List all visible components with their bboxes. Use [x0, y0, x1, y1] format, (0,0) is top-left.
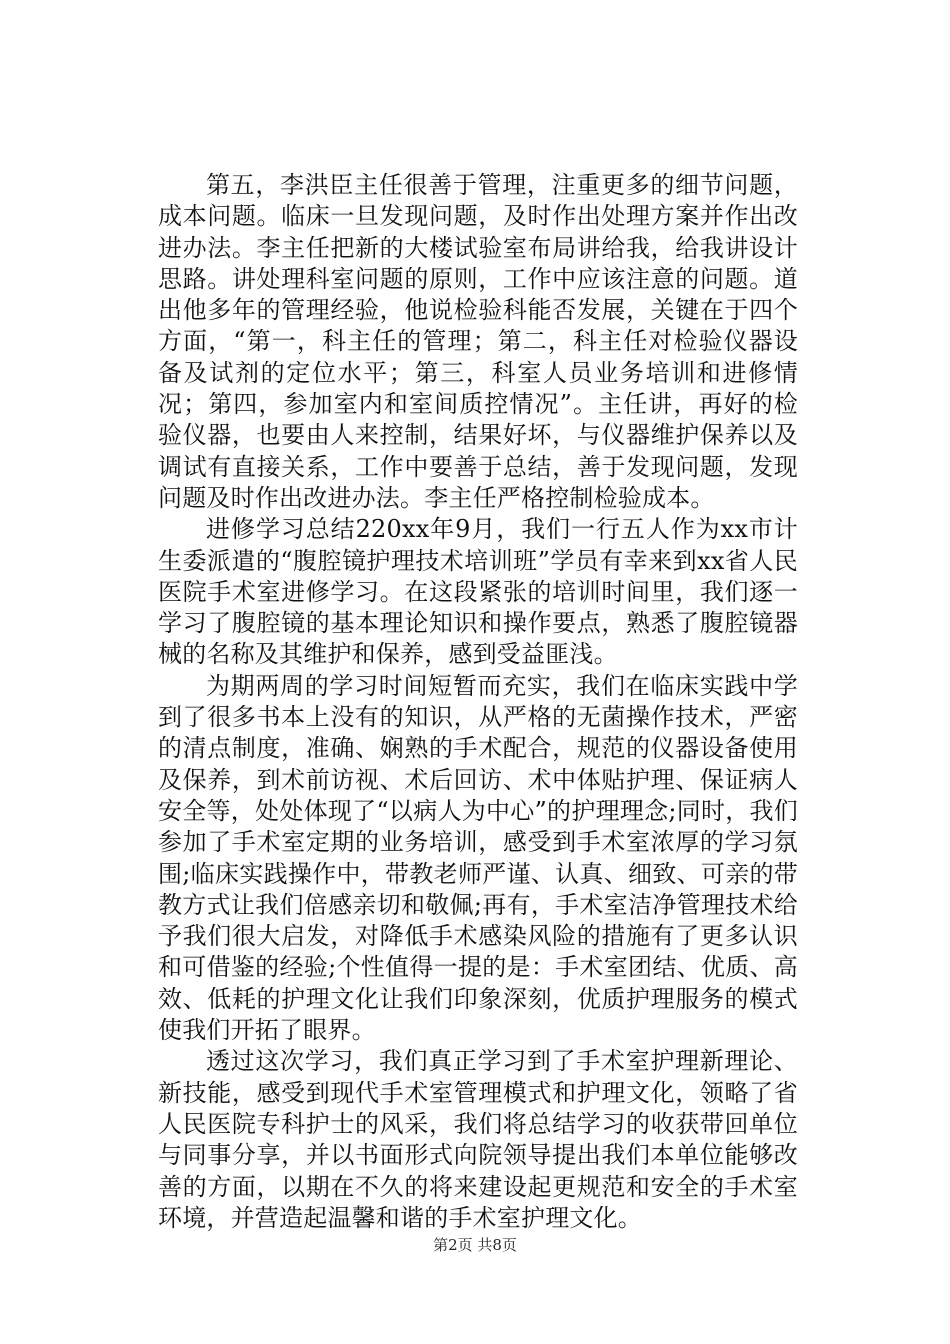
paragraph-conclusion: 透过这次学习，我们真正学习到了手术室护理新理论、新技能，感受到现代手术室管理模式和护理文化，领略了省人民医院专科护士的风采，我们将总结学习的收获带回单位与同事分享，并以书面形式向院领导提出我们本单位能够改善的方面，以期在不久的将来建设起更规范和安全的手术室环境，并营造起温馨和谐的手术室护理文化。 — [158, 1047, 798, 1232]
document-body — [158, 170, 798, 1234]
paragraph-management: 第五，李洪臣主任很善于管理，注重更多的细节问题，成本问题。临床一旦发现问题，及时作出处理方案并作出改进办法。李主任把新的大楼试验室布局讲给我，给我讲设计思路。讲处理科室问题的原则，工作中应该注意的问题。道出他多年的管理经验，他说检验科能否发展，关键在于四个方面，“第一，科主任的管理；第二，科主任对检验仪器设备及试剂的定位水平；第三，科室人员业务培训和进修情况；第四，参加室内和室间质控情况”。主任讲，再好的检验仪器，也要由人来控制，结果好坏，与仪器维护保养以及调试有直接关系，工作中要善于总结，善于发现问题，发现问题及时作出改进办法。李主任严格控制检验成本。 — [158, 171, 798, 512]
paragraph-training-intro: 进修学习总结220xx年9月，我们一行五人作为xx市计生委派遣的“腹腔镜护理技术培训班”学员有幸来到xx省人民医院手术室进修学习。在这段紧张的培训时间里，我们逐一学习了腹腔镜的基本理论知识和操作要点，熟悉了腹腔镜器械的名称及其维护和保养，感到受益匪浅。 — [158, 515, 798, 669]
paragraph-practice: 为期两周的学习时间短暂而充实，我们在临床实践中学到了很多书本上没有的知识，从严格的无菌操作技术，严密的清点制度，准确、娴熟的手术配合，规范的仪器设备使用及保养，到术前访视、术后回访、术中体贴护理、保证病人安全等，处处体现了“以病人为中心”的护理理念;同时，我们参加了手术室定期的业务培训，感受到手术室浓厚的学习氛围;临床实践操作中，带教老师严谨、认真、细致、可亲的带教方式让我们倍感亲切和敬佩;再有，手术室洁净管理技术给予我们很大启发，对降低手术感染风险的措施有了更多认识和可借鉴的经验;个性值得一提的是：手术室团结、优质、高效、低耗的护理文化让我们印象深刻，优质护理服务的模式使我们开拓了眼界。 — [158, 671, 798, 1045]
page-number-footer: 第2页 共8页 — [433, 1236, 517, 1254]
